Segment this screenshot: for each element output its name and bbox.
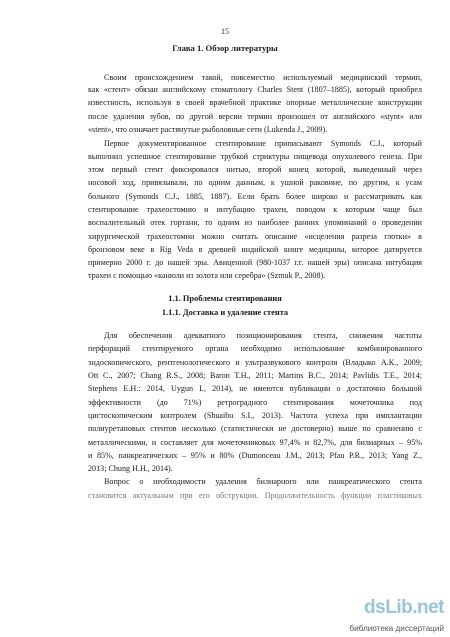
paragraph-line: Своим происхождением такой, повсеместно используемый медицинский термин,	[104, 73, 422, 82]
paragraph-line: стентирование трахеостомию и интубацию трахеи, поводом к которым чаще был	[88, 205, 422, 214]
paragraph-line: бронзовом веке в Rig Veda в древней индийской книге медицины, которое датируется	[88, 245, 422, 254]
watermark-subtitle: библиотека диссертаций	[349, 624, 444, 633]
paragraph-line: выполнил успешное стентирование трубкой стриктуры пищевода опухолевого генеза. При	[88, 152, 422, 161]
paragraph-line: примерно 2000 г. до нашей эры. Авиценной (980-1037 г.г. нашей эры) описана интубация	[88, 258, 422, 267]
paragraph-line: этом первый стент фиксировался нитью, второй конец которой, выведенный через	[88, 165, 422, 174]
paragraph-line: эффективности (до 71%) ретроградного стентирования мочеточника под	[88, 398, 422, 407]
watermark-logo	[322, 597, 444, 633]
paragraph-line: как «стент» обязан английскому стоматологу Charles Stent (1807–1885), который приобрел	[88, 85, 422, 94]
paragraph-line: Stephens E.H.: 2014, Uygun I., 2014), не имеются публикации о достаточно большой	[88, 384, 422, 393]
chapter-title: Глава 1. Обзор литературы	[172, 43, 278, 53]
paragraph-line: трахеи с помощью «канюли из золота или серебра» (Szmuk P., 2008).	[88, 271, 326, 280]
watermark-brand: dsLib.net	[364, 597, 444, 618]
paragraph-line: Для обеспечения адекватного позиционирования стента, снижения частоты	[104, 331, 422, 340]
paragraph-line: 2013; Chung H.H., 2014).	[88, 464, 173, 473]
paragraph-line: больного (Symonds C.J., 1885, 1887). Если брать более широко и рассматривать как	[88, 192, 422, 201]
paragraph-line: металлическими, и составляет для мочеточниковых 97,4% и 82,7%, для билиарных – 95%	[88, 438, 422, 447]
paragraph-line: Вопрос о необходимости удаления билиарного или панкреатического стента	[104, 477, 422, 486]
paragraph-line: полиуретановых стентов несколько (статистически не достоверно) выше по сравнению с	[88, 424, 422, 433]
paragraph-line: и 85%, панкреатических – 95% и 80% (Dumonceau J.M., 2013; Pfau P.R., 2013; Yang Z.,	[88, 451, 422, 460]
paragraph-line: хирургической трахеостомии можно считать описание «исцеления разреза глотки» в	[88, 232, 422, 241]
paragraph-line: носовой ход, привязывали, по одним данным, к ушной раковине, по другим, к усам	[88, 178, 422, 187]
paragraph-line: становится актуальным при его обструкции. Продолжительность функции пластиковых	[88, 491, 422, 500]
paragraph-line: «stent», что означает растянутые рыболовные сети (Lukenda J., 2009).	[88, 125, 328, 134]
section-title: 1.1. Проблемы стентирования	[168, 294, 282, 303]
paragraph-line: известность, используя в своей врачебной практике опорные металлические конструкции	[88, 98, 422, 107]
paragraph-line: Ott C., 2007; Chang R.S., 2008; Baron T.H., 2011; Martins B.C., 2014; Pavlidis T.E., 2014;	[88, 371, 422, 380]
paragraph-line: перфораций стентируемого органа необходимо использование комбинированного	[88, 344, 422, 353]
subsection-title: 1.1.1. Доставка и удаление стента	[161, 308, 289, 317]
page-number: 15	[221, 27, 229, 36]
paragraph-line: Первое документированное стентирование приписывают Symonds C.J., который	[104, 139, 422, 148]
paragraph-line: после удаления зубов, по другой версии термин произошел от английского «stynt» или	[88, 112, 422, 121]
paragraph-line: воспалительный отек гортани, то одним из наиболее ранних упоминаний о проведении	[88, 218, 422, 227]
paragraph-line: эндоскопического, рентгенологического и ультразвукового контроля (Владыко А.К., 2009;	[88, 358, 422, 367]
paragraph-line: цистоскопическим контролем (Shuaibu S.I., 2013). Частота успеха при имплантации	[88, 411, 422, 420]
